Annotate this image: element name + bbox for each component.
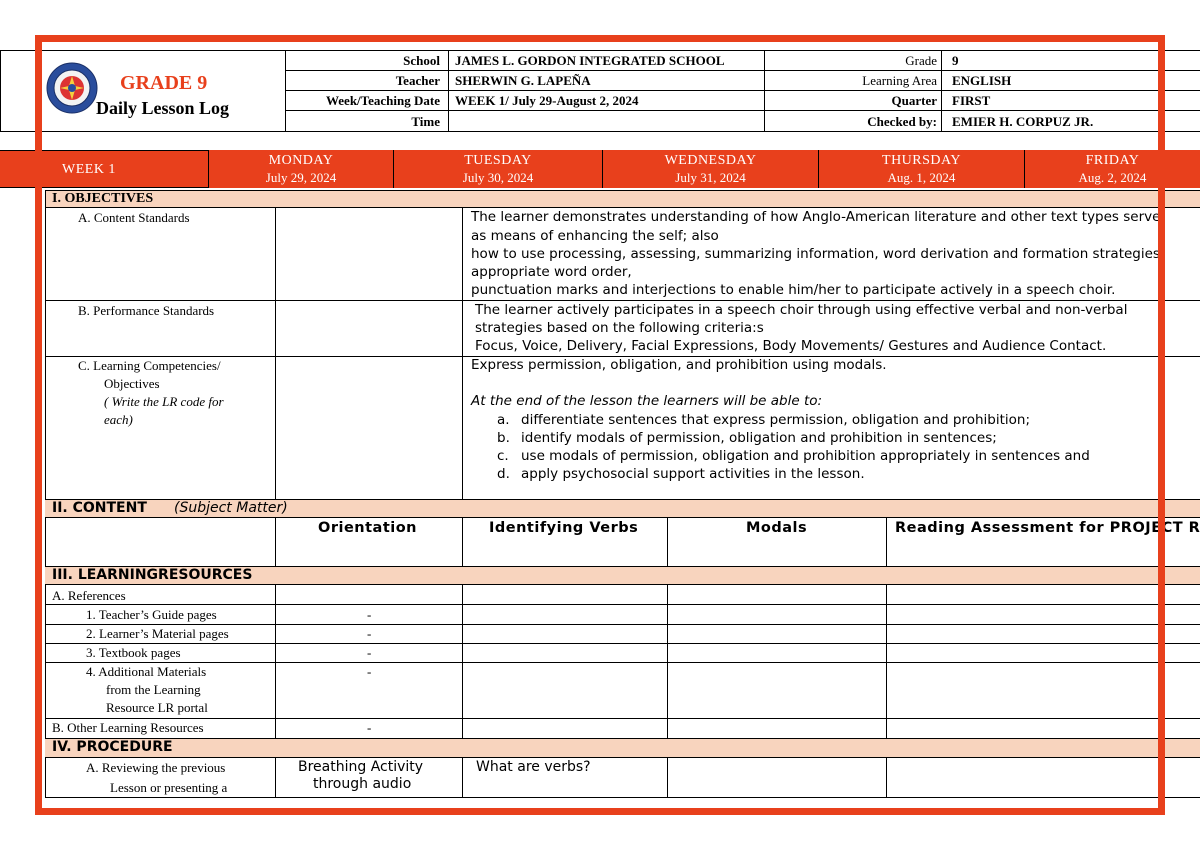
performance-standards-line: The learner actively participates in a speech choir through using effective verbal and non-verbal [475,302,1128,318]
quarter-value: FIRST [952,93,991,108]
grade-label: Grade [905,53,937,68]
procedure-tuesday: What are verbs? [476,759,591,775]
week-label-bar: WEEK 1 [62,162,116,177]
week-label: Week/Teaching Date [326,93,440,108]
competency-text: use modals of permission, obligation and prohibition appropriately in sentences and [521,448,1090,464]
school-value: JAMES L. GORDON INTEGRATED SCHOOL [455,53,725,68]
other-resources-label: B. Other Learning Resources [52,720,204,735]
resource-row-label: 1. Teacher’s Guide pages [86,607,217,622]
competencies-intro: Express permission, obligation, and prohibition using modals. [471,357,887,373]
content-subheading: (Subject Matter) [174,500,288,516]
day-monday: MONDAY July 29, 2024 [208,150,394,188]
performance-standards-line: Focus, Voice, Delivery, Facial Expressions, Body Movements/ Gestures and Audience Contact. [475,338,1107,354]
resource-row-label: 4. Additional Materials [86,664,207,679]
teacher-label: Teacher [395,73,440,88]
competency-letter: b. [497,430,510,446]
procedure-monday-line: Breathing Activity [298,759,424,775]
procedure-heading: IV. PROCEDURE [52,739,173,755]
day-thursday: THURSDAY Aug. 1, 2024 [819,150,1025,188]
resource-row-monday: - [367,626,372,641]
area-value: ENGLISH [952,73,1012,88]
other-resources-monday: - [367,720,372,735]
competency-text: identify modals of permission, obligation and prohibition in sentences; [521,430,997,446]
content-standards-line: how to use processing, assessing, summarizing information, word derivation and formation strategies, [471,246,1165,262]
competency-letter: c. [497,448,509,464]
content-standards-line: appropriate word order, [471,264,632,280]
performance-standards-line: strategies based on the following criteria:s [475,320,764,336]
week-value: WEEK 1/ July 29-August 2, 2024 [455,93,639,108]
competencies-lead: At the end of the lesson the learners will be able to: [471,393,823,409]
competencies-note-2: each) [104,412,133,427]
day-friday: FRIDAY Aug. 2, 2024 [1025,150,1200,188]
grade-title: GRADE 9 [120,72,208,94]
day-tuesday: TUESDAY July 30, 2024 [394,150,603,188]
resources-heading: III. LEARNINGRESOURCES [52,567,253,583]
resource-row-monday: - [367,645,372,660]
procedure-row-a-label-2: Lesson or presenting a [110,780,228,795]
procedure-row-a-label: A. Reviewing the previous [86,760,226,775]
resource-row-monday: - [367,607,372,622]
competencies-label-2: Objectives [104,376,160,391]
competencies-label: C. Learning Competencies/ [78,358,221,373]
resource-row-label-2: from the Learning [106,682,201,697]
performance-standards-label: B. Performance Standards [78,303,215,318]
content-standards-line: as means of enhancing the self; also [471,228,719,244]
checked-value: EMIER H. CORPUZ JR. [952,114,1094,129]
content-standards-line: punctuation marks and interjections to enable him/her to participate actively in a speech choir. [471,282,1116,298]
competency-letter: a. [497,412,510,428]
resource-row-monday: - [367,664,372,679]
teacher-value: SHERWIN G. LAPEÑA [455,73,591,88]
school-label: School [403,53,440,68]
competency-letter: d. [497,466,510,482]
competency-text: differentiate sentences that express permission, obligation and prohibition; [521,412,1031,428]
references-label: A. References [52,588,126,603]
content-heading: II. CONTENT [52,500,147,516]
log-title: Daily Lesson Log [96,98,230,118]
topic-monday: Orientation [318,520,418,536]
highlight-frame [35,35,1165,815]
content-standards-label: A. Content Standards [78,210,190,225]
grade-value: 9 [952,53,959,68]
resource-row-label: 3. Textbook pages [86,645,181,660]
checked-label: Checked by: [867,114,937,129]
quarter-label: Quarter [891,93,937,108]
content-standards-line: The learner demonstrates understanding of how Anglo-American literature and other text types serve [471,209,1161,225]
resource-row-label-3: Resource LR portal [106,700,208,715]
area-label: Learning Area [862,73,937,88]
time-label: Time [411,114,440,129]
topic-tuesday: Identifying Verbs [489,520,639,536]
topic-wednesday: Modals [746,520,808,536]
procedure-monday-line-2: through audio [313,776,412,792]
objectives-heading: I. OBJECTIVES [52,191,154,206]
competency-text: apply psychosocial support activities in the lesson. [521,466,865,482]
resource-row-label: 2. Learner’s Material pages [86,626,229,641]
competencies-note: ( Write the LR code for [104,394,224,409]
topic-thursday: Reading Assessment for PROJECT R [895,520,1200,536]
day-wednesday: WEDNESDAY July 31, 2024 [603,150,819,188]
